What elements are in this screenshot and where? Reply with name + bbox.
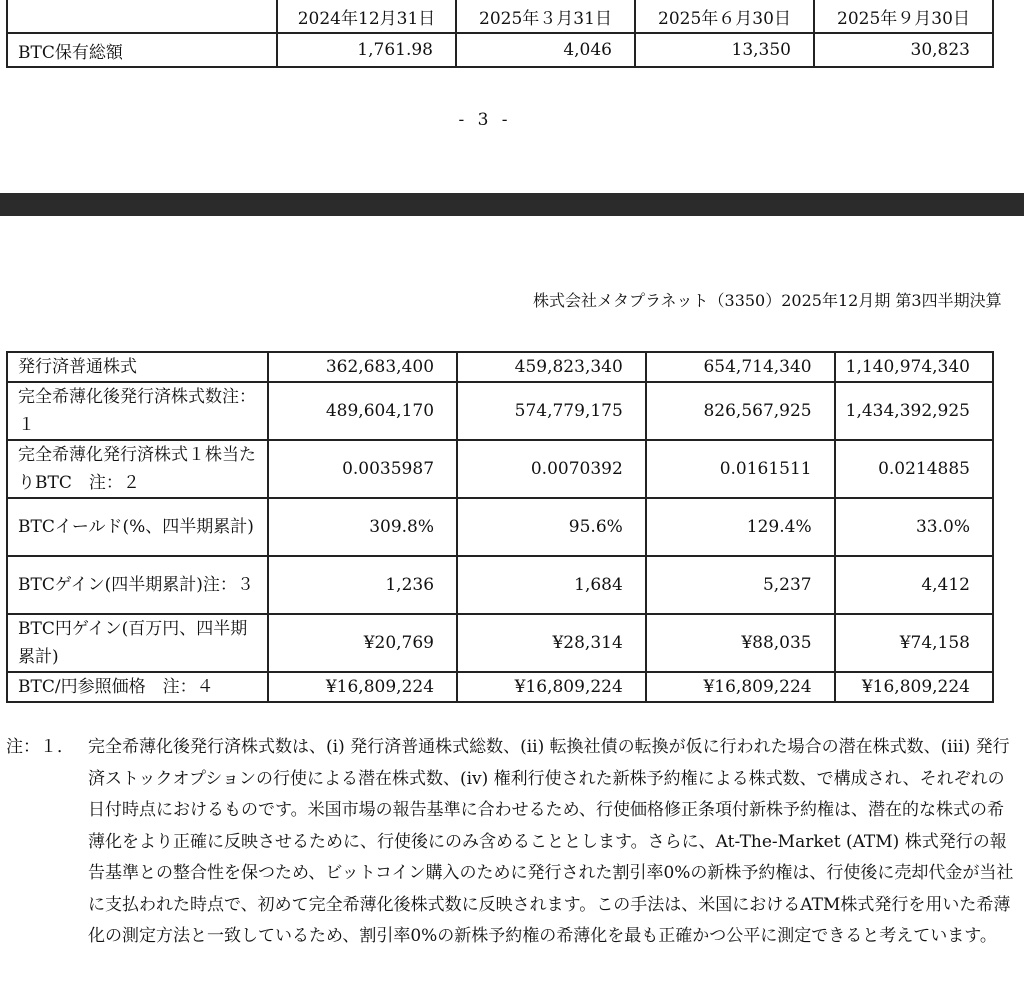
table-cell: 95.6% xyxy=(457,498,646,556)
table-header-cell xyxy=(7,0,277,33)
table-cell: 4,412 xyxy=(835,556,993,614)
table-cell: 574,779,175 xyxy=(457,382,646,440)
table-header-cell: 2025年３月31日 xyxy=(456,0,635,33)
table-cell: 0.0161511 xyxy=(646,440,835,498)
table-cell: ¥16,809,224 xyxy=(457,672,646,702)
table-cell: 33.0% xyxy=(835,498,993,556)
page-divider xyxy=(0,193,1024,216)
table-row xyxy=(7,498,993,556)
row-label: BTC保有総額 xyxy=(7,33,277,67)
table-cell: 459,823,340 xyxy=(457,352,646,382)
table-cell: 0.0070392 xyxy=(457,440,646,498)
table-cell: ¥20,769 xyxy=(268,614,457,672)
table-cell: 1,236 xyxy=(268,556,457,614)
table-cell: 0.0035987 xyxy=(268,440,457,498)
table-row xyxy=(7,614,993,672)
table-row xyxy=(7,556,993,614)
table-header-cell: 2024年12月31日 xyxy=(277,0,456,33)
table-row xyxy=(7,440,993,498)
table-header-cell: 2025年９月30日 xyxy=(814,0,993,33)
table-cell: 1,761.98 xyxy=(277,33,456,67)
btc-metrics-table xyxy=(6,351,994,703)
table-cell: 1,140,974,340 xyxy=(835,352,993,382)
table-cell: 13,350 xyxy=(635,33,814,67)
table-row xyxy=(7,33,993,67)
note-text: 完全希薄化後発行済株式数は、(i) 発行済普通株式総数、(ii) 転換社債の転換が仮に行われた場合の潜在株式数、(iii) 発行済ストックオプションの行使による潜在株式数、(iv) 権利行使された新株予約権による株式数、で構成され、それぞれの日付時点におけるものです。米国市場の報告基準に合わせるため、行使価格修正条項付新株予約権は、潜在的な株式の希薄化をより正確に反映させるために、行使後にのみ含めることとします。さらに、At-The-Market (ATM) 株式発行の報告基準との整合性を保つため、ビットコイン購入のために発行された割引率0%の新株予約権は、行使後に売却代金が当社に支払われた時点で、初めて完全希薄化後株式数に反映されます。この手法は、米国におけるATM株式発行を用いた希薄化の測定方法と一致しているため、割引率0%の新株予約権の希薄化を最も正確かつ公平に測定できると考えています。 xyxy=(88,737,1014,946)
table-cell: 1,434,392,925 xyxy=(835,382,993,440)
table-cell: 4,046 xyxy=(456,33,635,67)
table-cell: 489,604,170 xyxy=(268,382,457,440)
row-label: 発行済普通株式 xyxy=(7,352,268,382)
btc-holdings-table xyxy=(6,0,994,68)
table-cell: ¥16,809,224 xyxy=(646,672,835,702)
row-label: BTC円ゲイン(百万円、四半期累計) xyxy=(7,614,268,672)
table-cell: ¥16,809,224 xyxy=(268,672,457,702)
table-cell: 30,823 xyxy=(814,33,993,67)
table-header-row xyxy=(7,0,993,33)
table-cell: 0.0214885 xyxy=(835,440,993,498)
row-label: 完全希薄化後発行済株式数注：１ xyxy=(7,382,268,440)
row-label: BTC/円参照価格 注：４ xyxy=(7,672,268,702)
table-cell: 654,714,340 xyxy=(646,352,835,382)
document-header: 株式会社メタプラネット（3350）2025年12月期 第3四半期決算 xyxy=(533,291,1002,310)
table-row xyxy=(7,672,993,702)
row-label: 完全希薄化発行済株式１株当たりBTC 注：２ xyxy=(7,440,268,498)
table-cell: ¥74,158 xyxy=(835,614,993,672)
table-cell: ¥28,314 xyxy=(457,614,646,672)
page-number: - 3 - xyxy=(458,110,512,130)
table-cell: 5,237 xyxy=(646,556,835,614)
table-header-cell: 2025年６月30日 xyxy=(635,0,814,33)
note-label: 注：１． xyxy=(6,737,74,757)
table-cell: 309.8% xyxy=(268,498,457,556)
table-cell: 1,684 xyxy=(457,556,646,614)
table-cell: ¥16,809,224 xyxy=(835,672,993,702)
table-cell: 826,567,925 xyxy=(646,382,835,440)
table-cell: 362,683,400 xyxy=(268,352,457,382)
row-label: BTCイールド(%、四半期累計) xyxy=(7,498,268,556)
table-row xyxy=(7,352,993,382)
table-row xyxy=(7,382,993,440)
table-cell: 129.4% xyxy=(646,498,835,556)
table-cell: ¥88,035 xyxy=(646,614,835,672)
row-label: BTCゲイン(四半期累計)注：３ xyxy=(7,556,268,614)
footnotes xyxy=(6,732,1016,953)
